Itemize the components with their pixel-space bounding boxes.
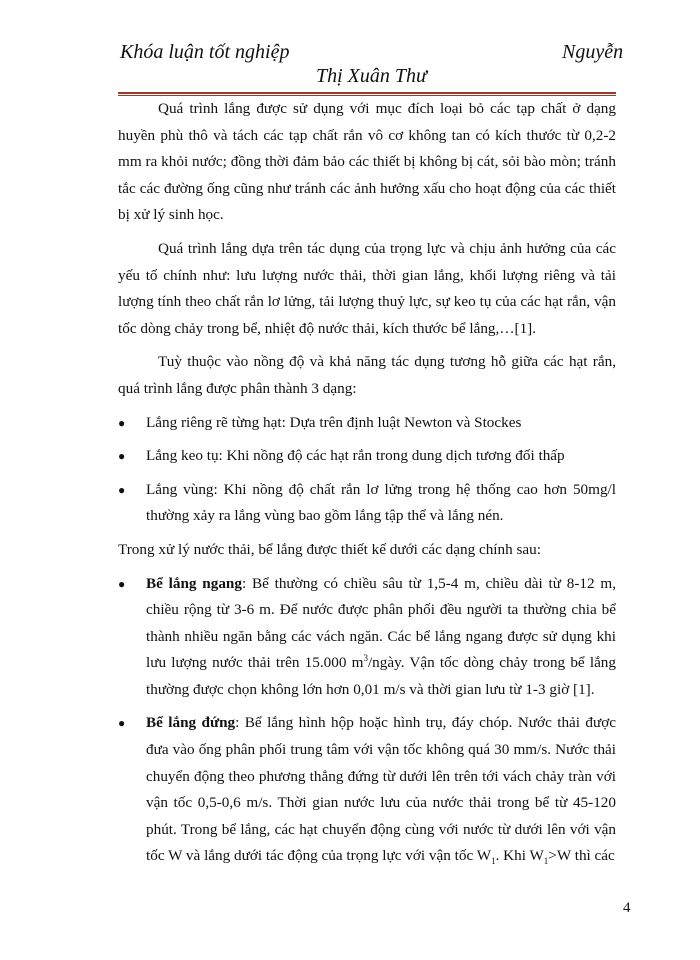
- tank-horizontal-text: [146, 571, 616, 704]
- list-item-text: Lắng vùng: Khi nồng độ chất rắn lơ lửng trong hệ thống cao hơn 50mg/l thường xảy ra lắng vùng bao gồm lắng tập thể và lắng nén.: [146, 480, 616, 525]
- list-item-text: Lắng riêng rẽ từng hạt: Dựa trên định luật Newton và Stockes: [146, 413, 522, 431]
- tank-vertical-text-a: : Bể lắng hình hộp hoặc hình trụ, đáy chóp. Nước thải được đưa vào ống phân phối trung tâm với vận tốc không quá 30 mm/s. Nước thải chuyển động theo phương thẳng đứng từ dưới lên trên tới vách chảy tràn với vận tốc 0,5-0,6 m/s. Thời gian nước lưu của nước thải trong bể từ 45-120 phút. Trong bể lắng, các hạt chuyển động cùng với nước từ dưới lên với vận tốc W và lắng dưới tác động của trọng lực với vận tốc W: [146, 714, 617, 865]
- tank-vertical-text: [146, 710, 616, 870]
- tank-vertical-term: Bể lắng đứng: [146, 714, 236, 732]
- paragraph-tank-types-intro: Trong xử lý nước thải, bể lắng được thiết kế dưới các dạng chính sau:: [118, 540, 541, 558]
- header-title: Khóa luận tốt nghiệp: [120, 41, 290, 63]
- page-number: 4: [623, 900, 631, 916]
- list-item: [118, 443, 616, 470]
- unit-superscript: 3: [363, 653, 368, 664]
- list-item: [118, 410, 616, 437]
- paragraph-settling-types-intro: Tuỳ thuộc vào nồng độ và khả năng tác dụng tương hỗ giữa các hạt rắn, quá trình lắng được phân thành 3 dạng:: [118, 353, 616, 397]
- tank-horizontal-item: [118, 571, 616, 704]
- tank-horizontal-text-a: : Bể thường có chiều sâu từ 1,5-4 m, chiều dài từ 8-12 m, chiều rộng từ 3-6 m. Để nước được phân phối đều người ta thường chia bể thành nhiều ngăn bằng các vách ngăn. Các bể lắng ngang được sử dụng khi lưu lượng nước thải trên 15.000 m: [146, 574, 616, 672]
- document-body: [118, 96, 616, 877]
- paragraph-settling-factors: Quá trình lắng dựa trên tác dụng của trọng lực và chịu ảnh hưởng của các yếu tố chính như: lưu lượng nước thải, thời gian lắng, khối lượng riêng và tải lượng tính theo chất rắn lơ lửng, tải lượng thuỷ lực, sự keo tụ của các hạt rắn, vận tốc dòng chảy trong bể, nhiệt độ nước thải, kích thước bể lắng,…[1].: [118, 239, 616, 337]
- tank-horizontal-term: Bể lắng ngang: [146, 574, 242, 592]
- tank-vertical-text-b: . Khi W: [495, 847, 544, 865]
- tank-vertical-item: [118, 710, 616, 870]
- tank-vertical-text-c: >W thì các: [548, 847, 615, 865]
- bullet-icon: ●: [118, 415, 126, 430]
- bullet-icon: ●: [118, 576, 126, 591]
- list-item: [118, 477, 616, 530]
- velocity-subscript-2: 1: [543, 856, 549, 867]
- list-item-text: Lắng keo tụ: Khi nồng độ các hạt rắn trong dung dịch tương đối thấp: [146, 447, 565, 465]
- paragraph-settling-purpose: Quá trình lắng được sử dụng với mục đích loại bỏ các tạp chất ở dạng huyền phù thô và tách các tạp chất rắn vô cơ không tan có kích thước từ 0,2-2 mm ra khỏi nước; đồng thời đảm bảo các thiết bị không bị cát, sỏi bào mòn; tránh tắc các đường ống cũng như tránh các ảnh hưởng xấu cho hoạt động của các thiết bị xử lý sinh học.: [118, 100, 616, 224]
- bullet-icon: ●: [118, 449, 126, 464]
- header-author-first: Nguyễn: [562, 41, 624, 63]
- velocity-subscript-1: 1: [491, 856, 496, 867]
- header-rule-thick: [118, 92, 616, 94]
- header-author-second: Thị Xuân Thư: [316, 65, 427, 87]
- bullet-icon: ●: [118, 716, 126, 731]
- bullet-icon: ●: [118, 482, 126, 497]
- tank-horizontal-text-b: /ngày. Vận tốc dòng chảy trong bể lắng thường được chọn không lớn hơn 0,01 m/s và thời gian lưu từ 1-3 giờ [1].: [146, 654, 616, 698]
- page-header: [0, 0, 700, 96]
